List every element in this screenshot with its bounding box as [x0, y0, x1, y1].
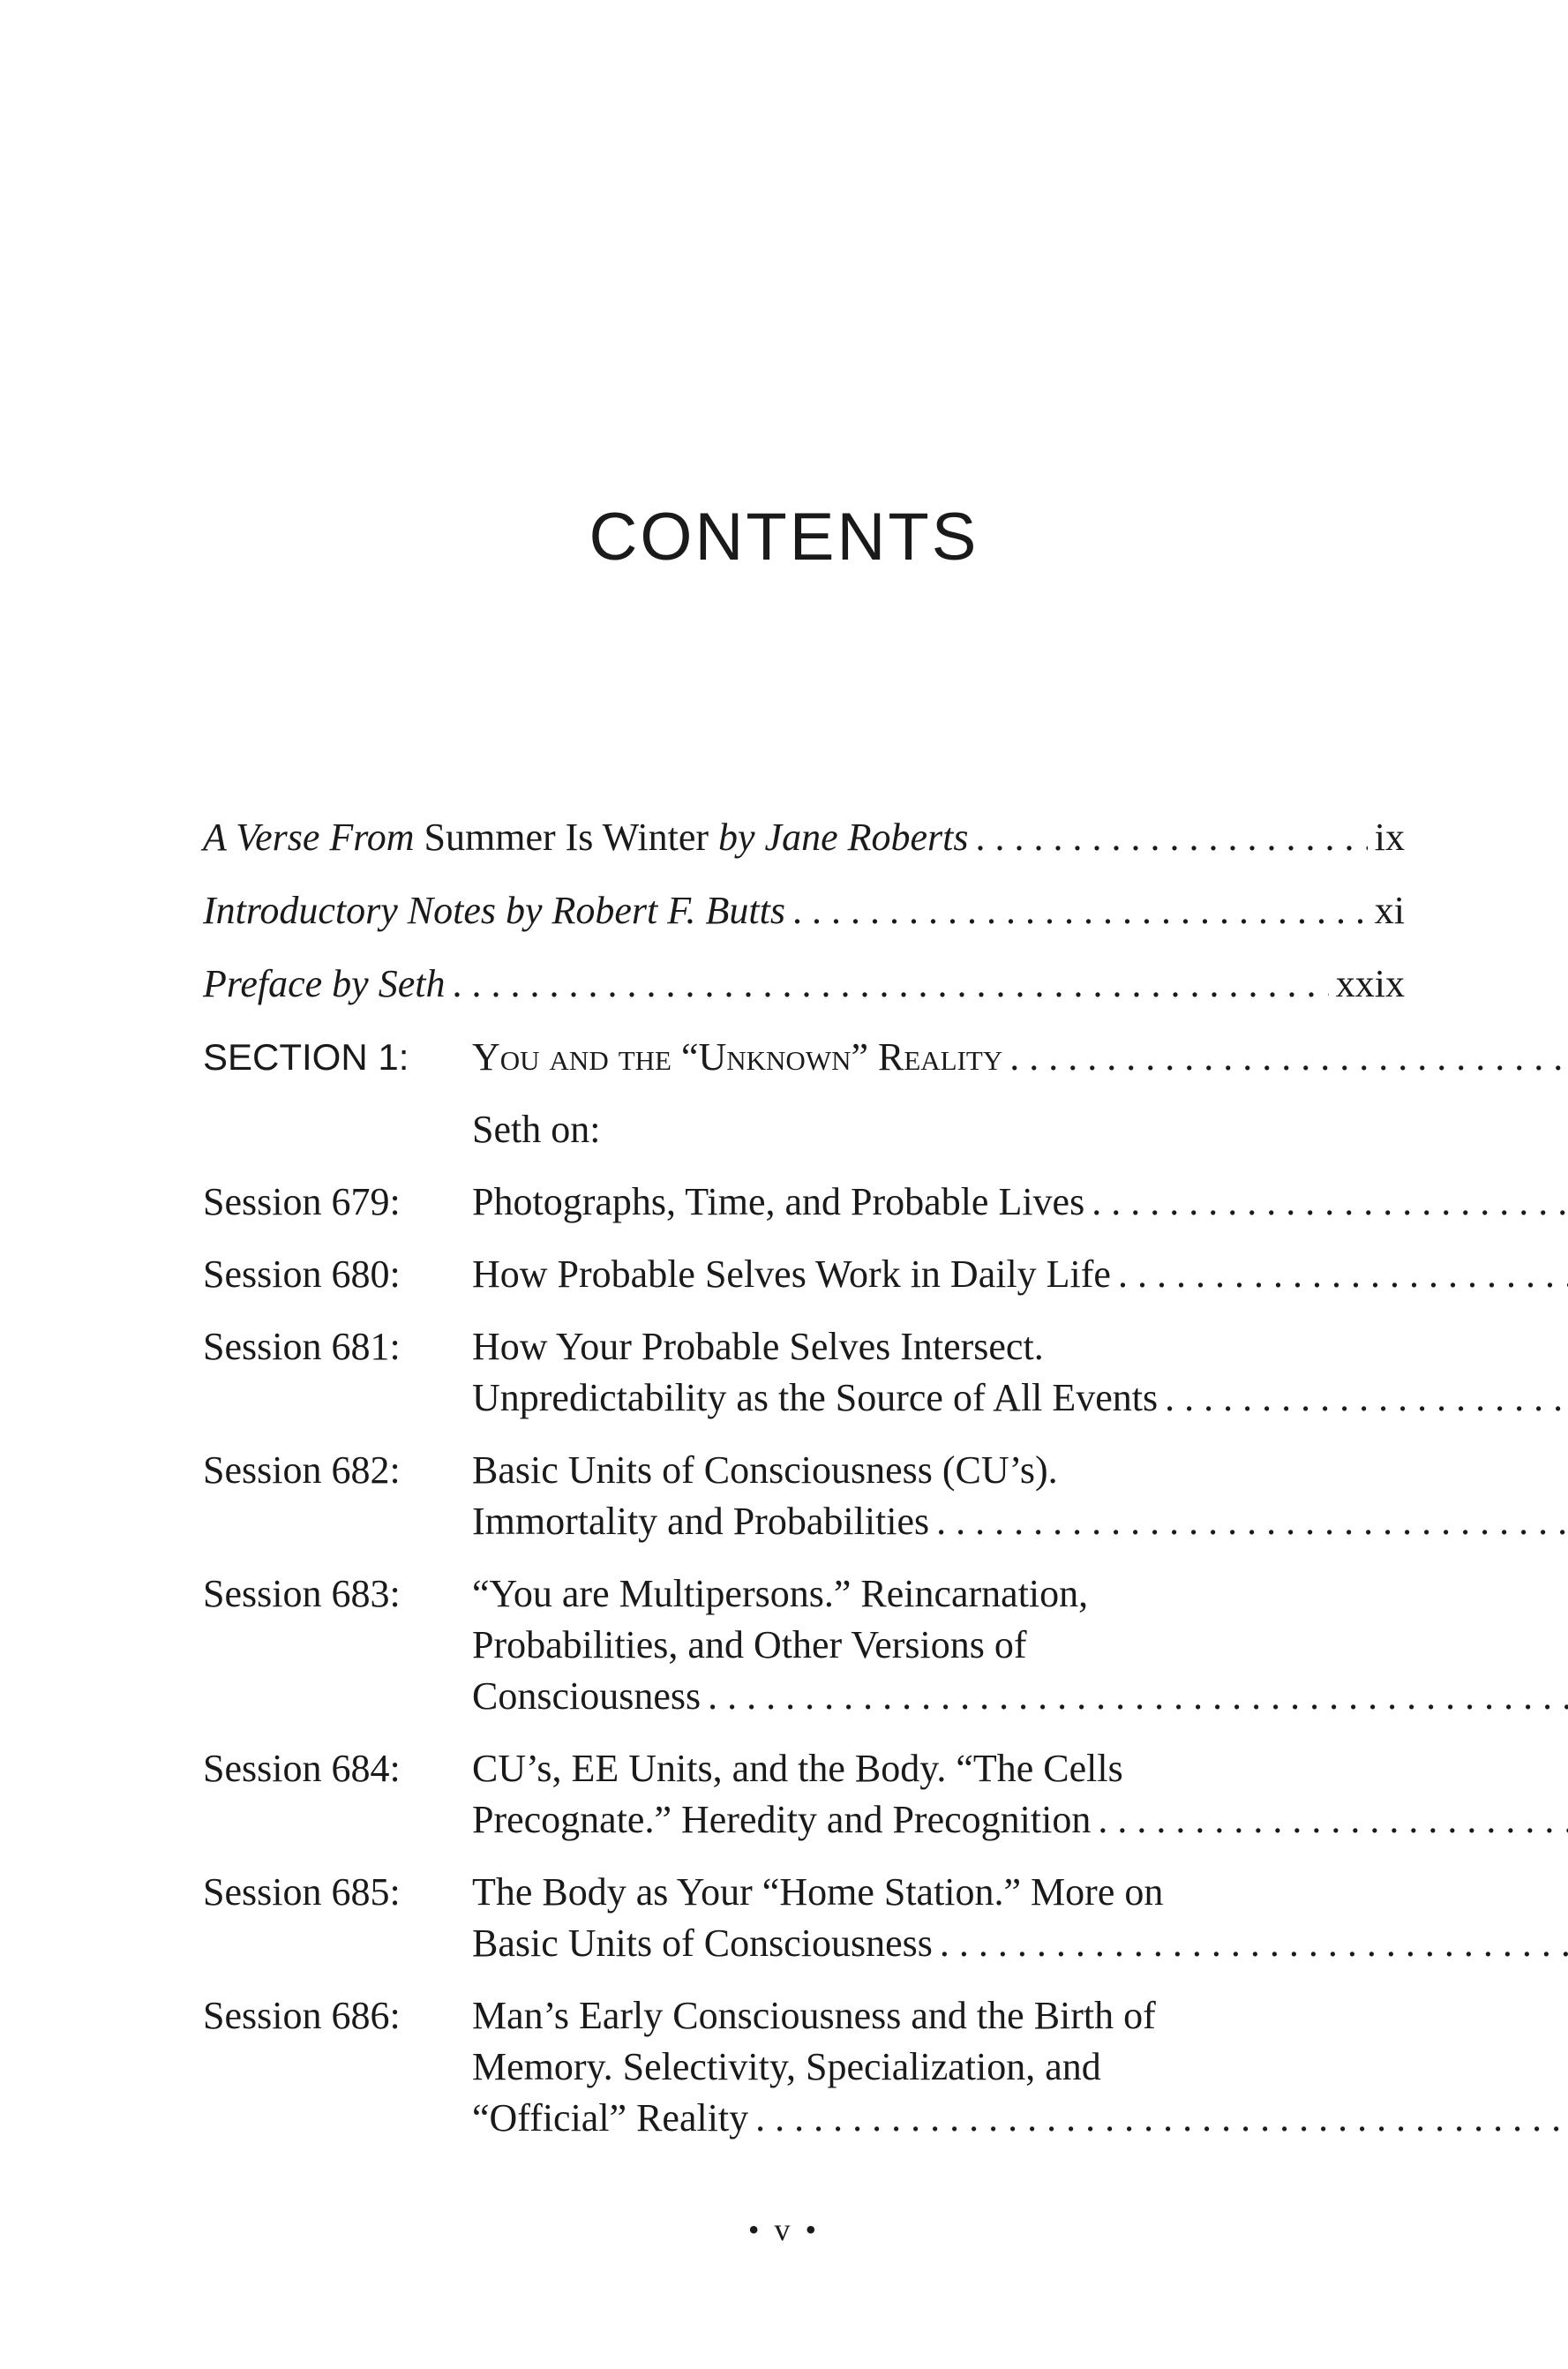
- dot-leader: [1118, 1249, 1568, 1300]
- session-title-last-line: [472, 2093, 1568, 2144]
- session-title: [472, 1568, 1568, 1722]
- dot-leader: [940, 1918, 1568, 1969]
- session-label: Session 686:: [203, 1994, 401, 2037]
- session-title-line: Basic Units of Consciousness (CU’s).: [472, 1448, 1058, 1492]
- session-title-last-line: [472, 1918, 1568, 1969]
- session-title-line: Basic Units of Consciousness: [472, 1922, 933, 1965]
- toc-session-entry: [203, 1568, 1405, 1722]
- session-title-line: The Body as Your “Home Station.” More on: [472, 1870, 1164, 1914]
- toc-session-entry: [203, 1321, 1405, 1424]
- section-title-row: [472, 1032, 1568, 1083]
- entry-title: Introductory Notes by Robert F. Butts: [203, 889, 785, 932]
- toc-session-entry: [203, 1743, 1405, 1846]
- page-number: xi: [1374, 889, 1405, 932]
- section-label: SECTION 1:: [203, 1036, 409, 1078]
- session-label: Session 682:: [203, 1448, 401, 1492]
- page-number: xxix: [1335, 962, 1405, 1005]
- session-title: [472, 1867, 1568, 1969]
- session-title-last-line: [472, 1794, 1568, 1846]
- session-title-last-line: [472, 1496, 1568, 1547]
- toc-entry-introductory-notes: [203, 885, 1405, 936]
- session-title-line: How Probable Selves Work in Daily Life: [472, 1252, 1111, 1296]
- session-title-line: How Your Probable Selves Intersect.: [472, 1325, 1044, 1368]
- session-title-line: Consciousness: [472, 1674, 701, 1718]
- entry-roman: Summer Is Winter: [414, 816, 719, 859]
- page-number: ix: [1374, 816, 1405, 859]
- session-title-line: Man’s Early Consciousness and the Birth of: [472, 1994, 1156, 2037]
- session-title-last-line: [472, 1373, 1568, 1424]
- toc-session-entry: [203, 1867, 1405, 1969]
- section-title: You and the “Unknown” Reality: [472, 1035, 1003, 1079]
- page-title: CONTENTS: [589, 500, 979, 575]
- session-label: Session 681:: [203, 1325, 401, 1368]
- toc-entry-preface: [203, 959, 1405, 1010]
- toc-session-entry: [203, 1990, 1405, 2144]
- session-title: [472, 1177, 1568, 1228]
- session-title-line: “Official” Reality: [472, 2096, 749, 2140]
- dot-leader: [792, 885, 1368, 936]
- table-of-contents: [203, 812, 1405, 2165]
- session-title: [472, 1249, 1568, 1300]
- session-title: [472, 1321, 1568, 1424]
- session-title-line: Memory. Selectivity, Specialization, and: [472, 2045, 1101, 2088]
- entry-title: [203, 812, 968, 863]
- dot-leader: [452, 959, 1328, 1010]
- dot-leader: [1009, 1032, 1568, 1083]
- session-title-last-line: [472, 1249, 1568, 1300]
- entry-title: Preface by Seth: [203, 962, 446, 1005]
- session-title-line: Precognate.” Heredity and Precognition: [472, 1798, 1092, 1841]
- session-label: Session 683:: [203, 1572, 401, 1615]
- dot-leader: [975, 812, 1367, 863]
- dot-leader: [1098, 1794, 1568, 1846]
- toc-session-entry: [203, 1445, 1405, 1547]
- toc-session-entry: [203, 1249, 1405, 1300]
- page-folio: • v •: [747, 2212, 821, 2247]
- toc-entry-verse: [203, 812, 1405, 863]
- toc-section-1: [203, 1032, 1405, 1083]
- session-list: [203, 1177, 1405, 2144]
- dot-leader: [708, 1671, 1568, 1722]
- session-label: Session 680:: [203, 1252, 401, 1296]
- entry-italic-a: A Verse From: [203, 816, 415, 859]
- session-title: [472, 1445, 1568, 1547]
- dot-leader: [936, 1496, 1568, 1547]
- session-title-line: Immortality and Probabilities: [472, 1500, 930, 1543]
- dot-leader: [755, 2093, 1568, 2144]
- session-title: [472, 1743, 1568, 1846]
- session-title-last-line: [472, 1177, 1568, 1228]
- section-intro: Seth on:: [472, 1108, 601, 1151]
- toc-session-entry: [203, 1177, 1405, 1228]
- session-title-line: Photographs, Time, and Probable Lives: [472, 1180, 1085, 1223]
- session-title-line: Probabilities, and Other Versions of: [472, 1623, 1027, 1666]
- dot-leader: [1092, 1177, 1568, 1228]
- session-title-last-line: [472, 1671, 1568, 1722]
- session-label: Session 679:: [203, 1180, 401, 1223]
- session-title-line: Unpredictability as the Source of All Events: [472, 1376, 1159, 1419]
- session-title-line: CU’s, EE Units, and the Body. “The Cells: [472, 1747, 1123, 1790]
- session-label: Session 685:: [203, 1870, 401, 1914]
- session-title-line: “You are Multipersons.” Reincarnation,: [472, 1572, 1089, 1615]
- dot-leader: [1165, 1373, 1568, 1424]
- session-title: [472, 1990, 1568, 2144]
- entry-italic-b: by Jane Roberts: [718, 816, 969, 859]
- session-label: Session 684:: [203, 1747, 401, 1790]
